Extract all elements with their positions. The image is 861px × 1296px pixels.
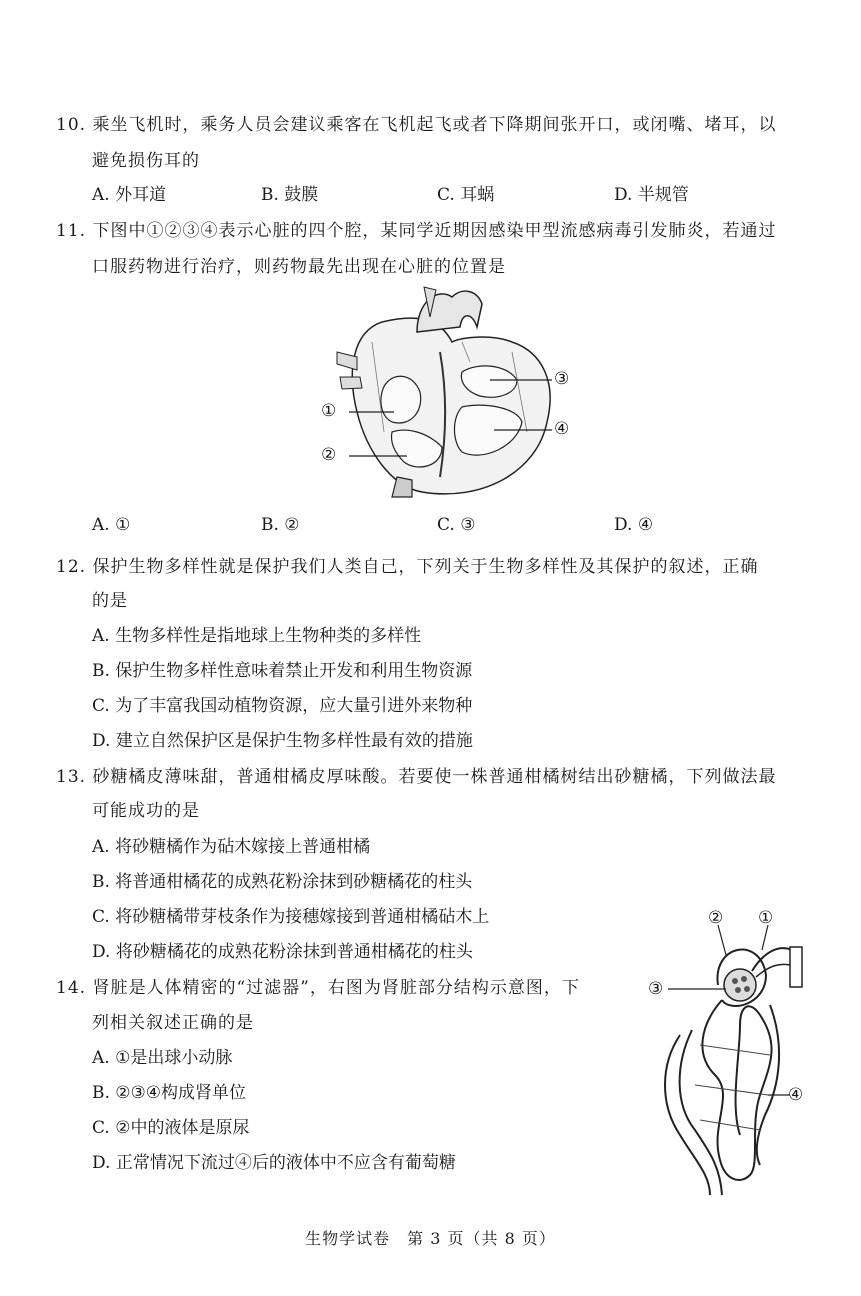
q10-stem-line2: 避免损伤耳的 bbox=[92, 151, 200, 171]
q10-option-d: D. 半规管 bbox=[614, 185, 689, 205]
q13-stem-line1: 13. 砂糖橘皮薄味甜，普通柑橘皮厚味酸。若要使一株普通柑橘树结出砂糖橘，下列做法最 bbox=[56, 767, 777, 787]
heart-diagram bbox=[312, 282, 592, 507]
q12-option-d: D. 建立自然保护区是保护生物多样性最有效的措施 bbox=[92, 731, 473, 751]
nephron-label-4: ④ bbox=[788, 1085, 804, 1105]
q13-option-c: C. 将砂糖橘带芽枝条作为接穗嫁接到普通柑橘砧木上 bbox=[92, 907, 490, 927]
q12-stem-line2: 的是 bbox=[92, 591, 128, 611]
q13-option-b: B. 将普通柑橘花的成熟花粉涂抹到砂糖橘花的柱头 bbox=[92, 872, 473, 892]
page-footer: 生物学试卷 第 3 页（共 8 页） bbox=[305, 1229, 556, 1248]
q11-stem-line2: 口服药物进行治疗，则药物最先出现在心脏的位置是 bbox=[92, 257, 506, 277]
q14-option-b: B. ②③④构成肾单位 bbox=[92, 1083, 247, 1103]
q10-option-a: A. 外耳道 bbox=[92, 185, 167, 205]
q12-option-c: C. 为了丰富我国动植物资源，应大量引进外来物种 bbox=[92, 696, 473, 716]
q11-option-d: D. ④ bbox=[614, 515, 654, 535]
q14-option-d: D. 正常情况下流过④后的液体中不应含有葡萄糖 bbox=[92, 1153, 456, 1173]
heart-label-2: ② bbox=[321, 445, 337, 465]
nephron-label-1: ① bbox=[758, 908, 774, 928]
q10-option-b: B. 鼓膜 bbox=[261, 185, 319, 205]
nephron-diagram bbox=[640, 905, 820, 1195]
q11-option-a: A. ① bbox=[92, 515, 131, 535]
q12-option-b: B. 保护生物多样性意味着禁止开发和利用生物资源 bbox=[92, 661, 473, 681]
q10-stem-line1: 10. 乘坐飞机时，乘务人员会建议乘客在飞机起飞或者下降期间张开口，或闭嘴、堵耳，以 bbox=[56, 115, 777, 135]
nephron-label-2: ② bbox=[708, 908, 724, 928]
q12-stem-line1: 12. 保护生物多样性就是保护我们人类自己，下列关于生物多样性及其保护的叙述，正确 bbox=[56, 557, 759, 577]
q14-option-c: C. ②中的液体是原尿 bbox=[92, 1118, 250, 1138]
q12-option-a: A. 生物多样性是指地球上生物种类的多样性 bbox=[92, 626, 422, 646]
q10-option-c: C. 耳蜗 bbox=[437, 185, 495, 205]
q13-option-d: D. 将砂糖橘花的成熟花粉涂抹到普通柑橘花的柱头 bbox=[92, 942, 473, 962]
q13-option-a: A. 将砂糖橘作为砧木嫁接上普通柑橘 bbox=[92, 837, 371, 857]
heart-label-4: ④ bbox=[554, 419, 570, 439]
q11-option-b: B. ② bbox=[261, 515, 300, 535]
q14-stem-line1: 14. 肾脏是人体精密的“过滤器”，右图为肾脏部分结构示意图，下 bbox=[56, 978, 580, 998]
q14-option-a: A. ①是出球小动脉 bbox=[92, 1048, 233, 1068]
heart-label-1: ① bbox=[321, 401, 337, 421]
q13-stem-line2: 可能成功的是 bbox=[92, 801, 200, 821]
q14-stem-line2: 列相关叙述正确的是 bbox=[92, 1013, 254, 1033]
heart-label-3: ③ bbox=[554, 369, 570, 389]
q11-stem-line1: 11. 下图中①②③④表示心脏的四个腔，某同学近期因感染甲型流感病毒引发肺炎，若通过 bbox=[56, 221, 777, 241]
q11-option-c: C. ③ bbox=[437, 515, 476, 535]
nephron-label-3: ③ bbox=[648, 979, 664, 999]
